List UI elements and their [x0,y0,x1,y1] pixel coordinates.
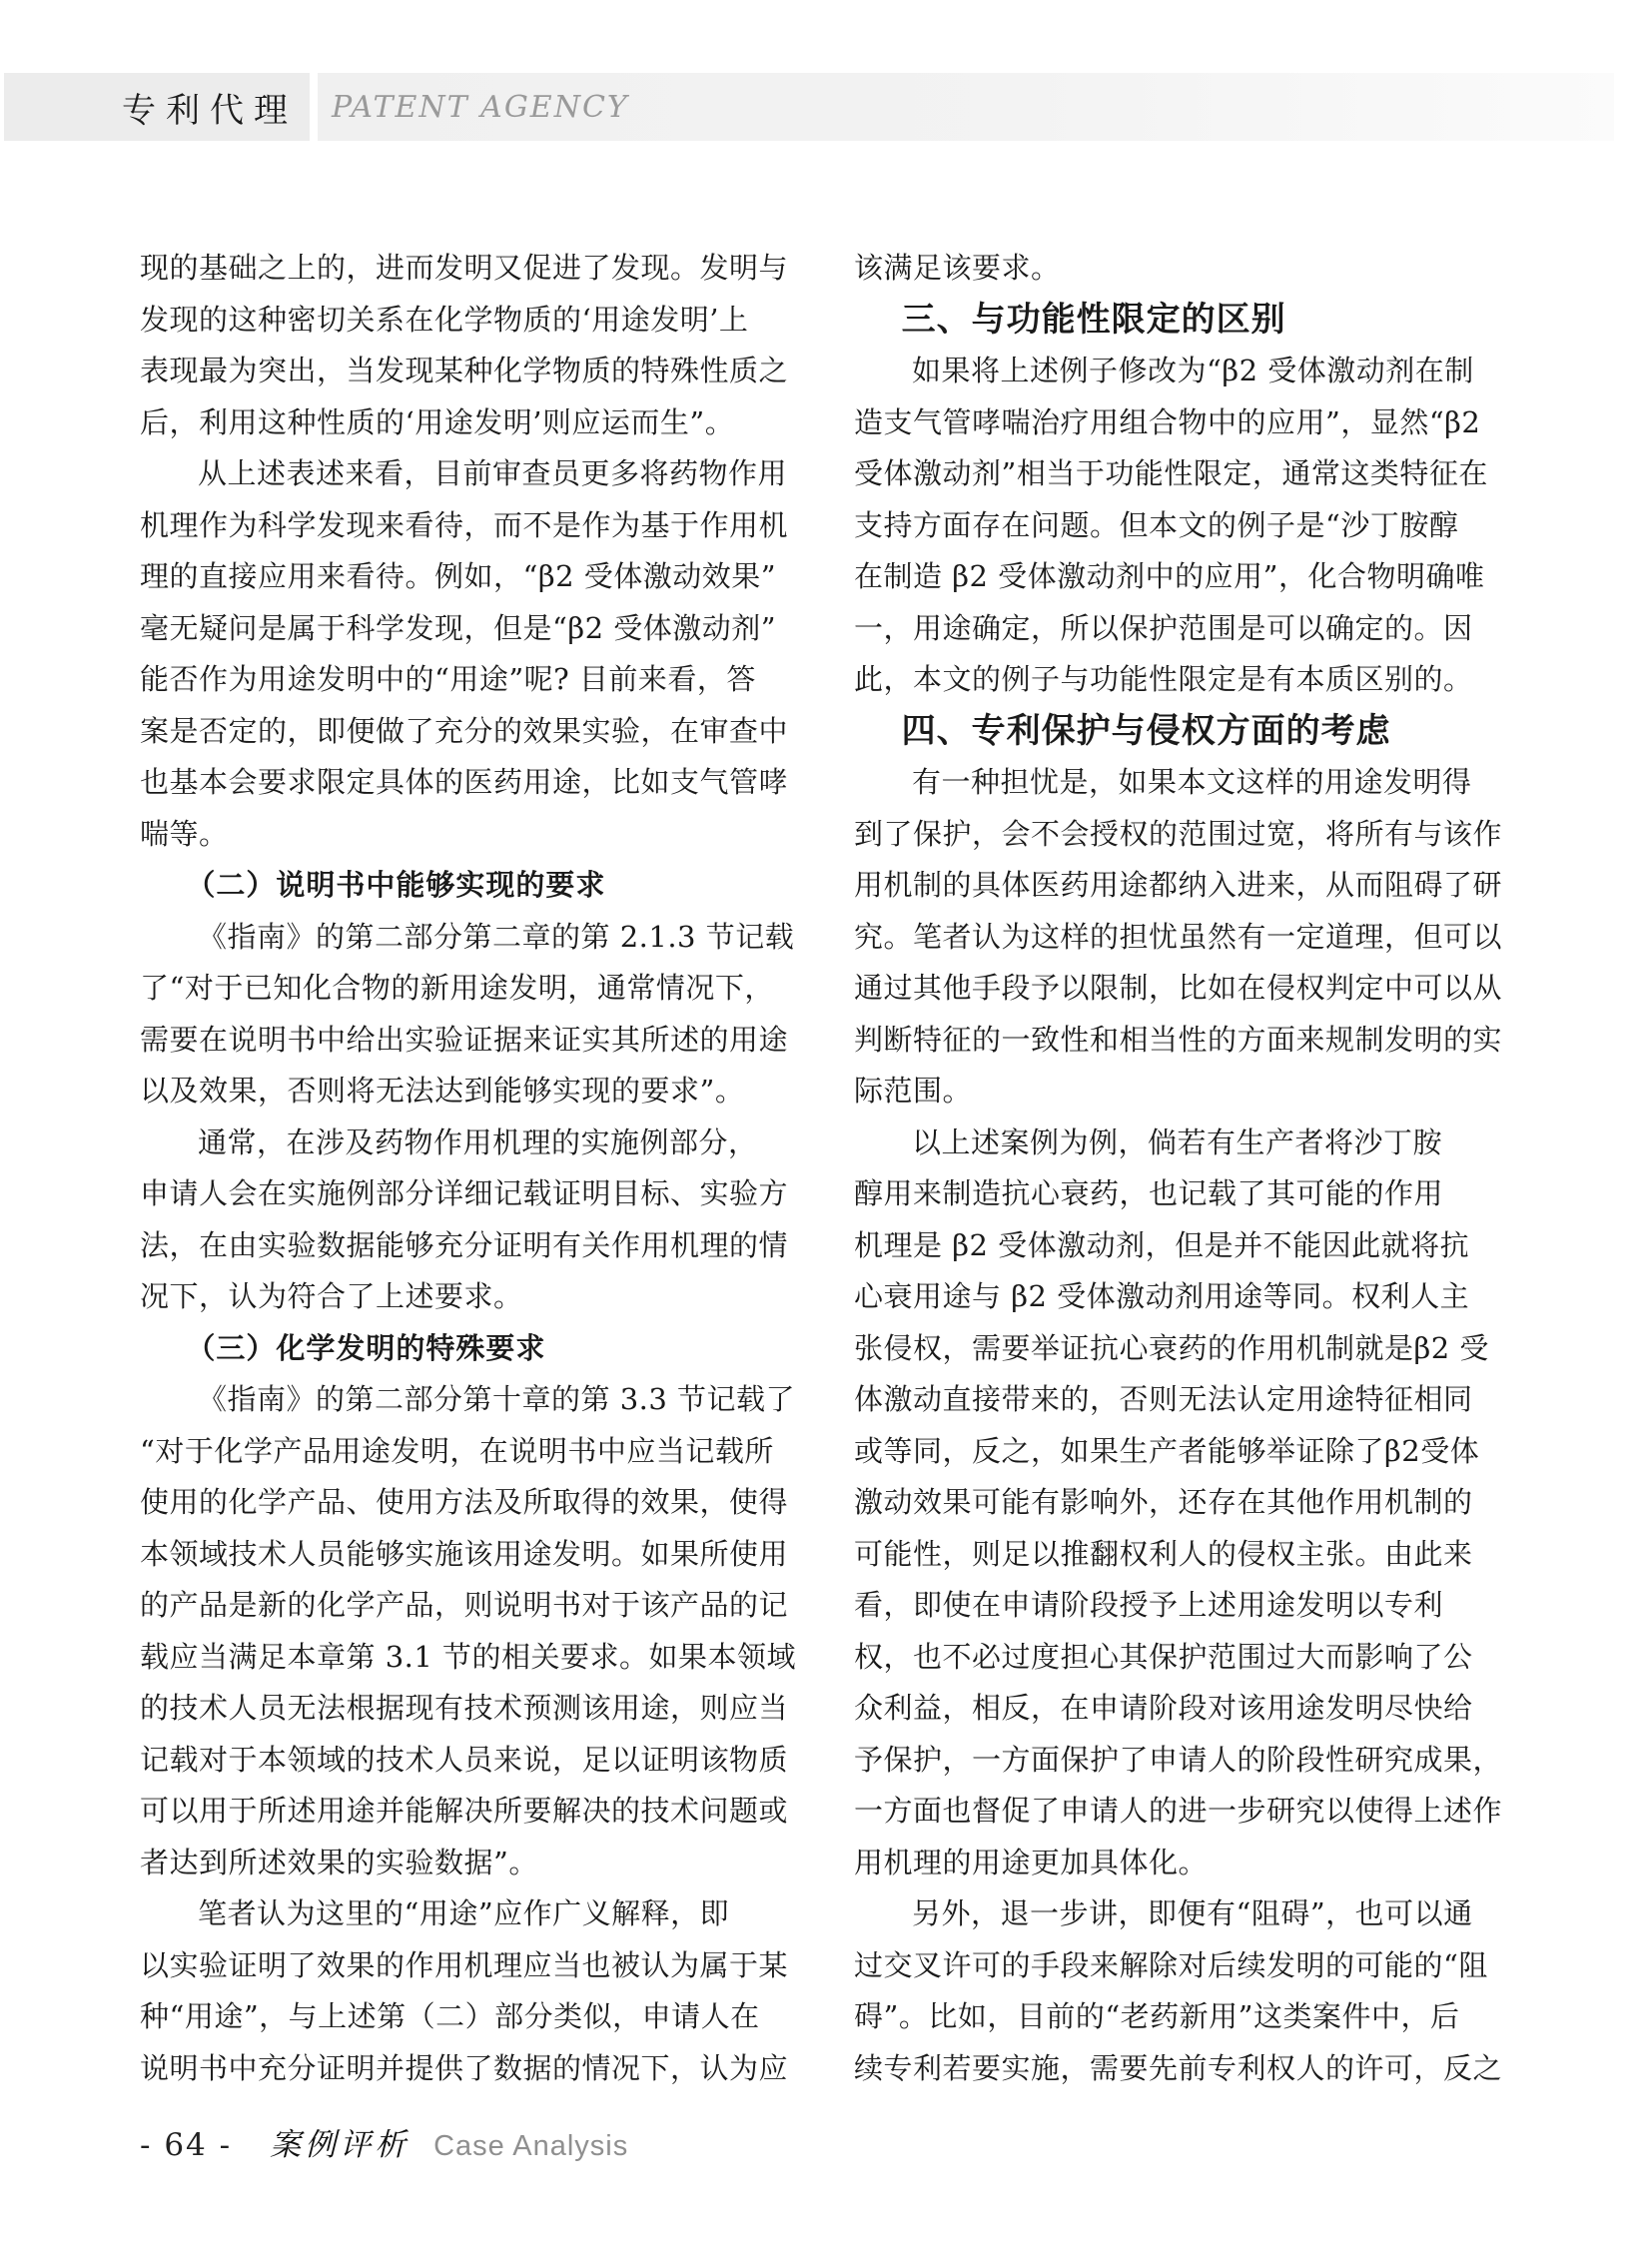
text-line: 可以用于所述用途并能解决所要解决的技术问题或 [140,1794,789,1828]
text-line: 看，即使在申请阶段授予上述用途发明以专利 [854,1588,1444,1622]
text-line: 醇用来制造抗心衰药，也记载了其可能的作用 [854,1176,1444,1210]
text-line: 喘等。 [140,816,229,851]
section-heading: 四、专利保护与侵权方面的考虑 [901,710,1391,751]
text-line: 发现的这种密切关系在化学物质的‘用途发明’上 [140,302,749,337]
text-line: 张侵权，需要举证抗心衰药的作用机制就是β2 受 [854,1330,1489,1365]
text-line: 或等同，反之，如果生产者能够举证除了β2受体 [854,1433,1480,1468]
text-line: 记载对于本领域的技术人员来说，足以证明该物质 [140,1742,789,1777]
text-line: 予保护，一方面保护了申请人的阶段性研究成果， [854,1742,1503,1777]
text-line: 以上述案例为例，倘若有生产者将沙丁胺 [912,1124,1443,1159]
text-line: 通常，在涉及药物作用机理的实施例部分， [198,1124,758,1159]
header-right-band [318,73,1614,141]
page-footer [140,2119,629,2163]
text-line: 需要在说明书中给出实验证据来证实其所述的用途 [140,1022,789,1057]
text-line: 使用的化学产品、使用方法及所取得的效果，使得 [140,1485,789,1519]
text-line: 续专利若要实施，需要先前专利权人的许可，反之 [854,2050,1503,2085]
text-line: “对于化学产品用途发明，在说明书中应当记载所 [140,1433,774,1468]
journal-title-en: PATENT AGENCY [332,89,629,125]
text-line: 表现最为突出，当发现某种化学物质的特殊性质之 [140,354,789,387]
text-line: 有一种担忧是，如果本文这样的用途发明得 [912,765,1472,799]
section-name-cn: 案例评析 [270,2127,411,2163]
section-heading: 三、与功能性限定的区别 [901,299,1286,340]
text-line: 现的基础之上的，进而发明又促进了发现。发明与 [140,251,789,285]
text-line: 一方面也督促了申请人的进一步研究以使得上述作 [854,1794,1503,1828]
text-line: 众利益，相反，在申请阶段对该用途发明尽快给 [854,1691,1473,1725]
text-line: 另外，退一步讲，即便有“阻碍”，也可以通 [912,1896,1473,1930]
text-line: 可能性，则足以推翻权利人的侵权主张。由此来 [854,1536,1473,1571]
text-line: 心衰用途与 β2 受体激动剂用途等同。权利人主 [854,1279,1470,1313]
text-line: 了“对于已知化合物的新用途发明，通常情况下， [140,971,774,1005]
text-line: 碍”。比如，目前的“老药新用”这类案件中，后 [854,1999,1460,2033]
text-line: 用机理的用途更加具体化。 [854,1845,1209,1879]
text-line: 受体激动剂”相当于功能性限定，通常这类特征在 [854,456,1488,490]
text-line: 的技术人员无法根据现有技术预测该用途，则应当 [140,1691,789,1725]
text-line: 能否作为用途发明中的“用途”呢? 目前来看，答 [140,662,756,696]
section-heading: （二）说明书中能够实现的要求 [186,868,606,902]
text-line: 者达到所述效果的实验数据”。 [140,1845,538,1879]
text-column-right [854,243,1509,2094]
text-line: 说明书中充分证明并提供了数据的情况下，认为应 [140,2050,789,2085]
text-line: 支持方面存在问题。但本文的例子是“沙丁胺醇 [854,507,1459,542]
text-line: 在制造 β2 受体激动剂中的应用”，化合物明确唯 [854,559,1485,593]
text-line: 到了保护，会不会授权的范围过宽，将所有与该作 [854,816,1503,851]
text-line: 权，也不必过度担心其保护范围过大而影响了公 [854,1639,1473,1674]
header-left-block [4,73,310,141]
text-line: 体激动直接带来的，否则无法认定用途特征相同 [854,1382,1473,1416]
text-line: 载应当满足本章第 3.1 节的相关要求。如果本领域 [140,1639,797,1674]
text-line: 法，在由实验数据能够充分证明有关作用机理的情 [140,1227,789,1262]
text-line: 《指南》的第二部分第二章的第 2.1.3 节记载 [198,919,795,954]
text-line: 激动效果可能有影响外，还存在其他作用机制的 [854,1485,1473,1519]
text-line: 究。笔者认为这样的担忧虽然有一定道理，但可以 [854,919,1503,954]
text-line: 机理是 β2 受体激动剂，但是并不能因此就将抗 [854,1227,1470,1262]
journal-title-cn: 专利代理 [122,90,298,131]
text-line: 判断特征的一致性和相当性的方面来规制发明的实 [854,1022,1503,1057]
text-line: 如果将上述例子修改为“β2 受体激动剂在制 [912,354,1474,387]
text-line: 的产品是新的化学产品，则说明书对于该产品的记 [140,1588,789,1622]
text-line: 也基本会要求限定具体的医药用途，比如支气管哮 [140,765,789,799]
text-line: 通过其他手段予以限制，比如在侵权判定中可以从 [854,971,1503,1005]
text-line: 此，本文的例子与功能性限定是有本质区别的。 [854,662,1473,696]
text-line: 笔者认为这里的“用途”应作广义解释，即 [198,1896,730,1930]
page-number: - 64 - [140,2127,233,2163]
section-name-en: Case Analysis [433,2130,629,2162]
text-line: 以及效果，否则将无法达到能够实现的要求”。 [140,1074,745,1108]
text-line: 用机制的具体医药用途都纳入进来，从而阻碍了研 [854,868,1503,902]
text-line: 后，利用这种性质的‘用途发明’则应运而生”。 [140,404,735,439]
text-line: 本领域技术人员能够实施该用途发明。如果所使用 [140,1536,789,1571]
section-heading: （三）化学发明的特殊要求 [186,1330,546,1365]
text-line: 从上述表述来看，目前审查员更多将药物作用 [198,456,788,490]
text-line: 过交叉许可的手段来解除对后续发明的可能的“阻 [854,1947,1488,1982]
text-column-left [140,243,795,2094]
text-line: 《指南》的第二部分第十章的第 3.3 节记载了 [198,1382,796,1416]
text-line: 以实验证明了效果的作用机理应当也被认为属于某 [140,1947,789,1982]
text-line: 机理作为科学发现来看待，而不是作为基于作用机 [140,507,789,542]
text-line: 造支气管哮喘治疗用组合物中的应用”，显然“β2 [854,404,1481,439]
text-line: 际范围。 [854,1074,973,1108]
text-line: 况下，认为符合了上述要求。 [140,1279,523,1313]
text-line: 一，用途确定，所以保护范围是可以确定的。因 [854,610,1473,645]
page-header-band [0,73,1614,141]
text-line: 案是否定的，即便做了充分的效果实验，在审查中 [140,713,789,748]
text-line: 该满足该要求。 [854,251,1061,285]
text-line: 理的直接应用来看待。例如，“β2 受体激动效果” [140,559,777,593]
text-line: 申请人会在实施例部分详细记载证明目标、实验方 [140,1176,789,1210]
text-line: 种“用途”，与上述第（二）部分类似，申请人在 [140,1999,760,2033]
text-line: 毫无疑问是属于科学发现，但是“β2 受体激动剂” [140,610,777,645]
